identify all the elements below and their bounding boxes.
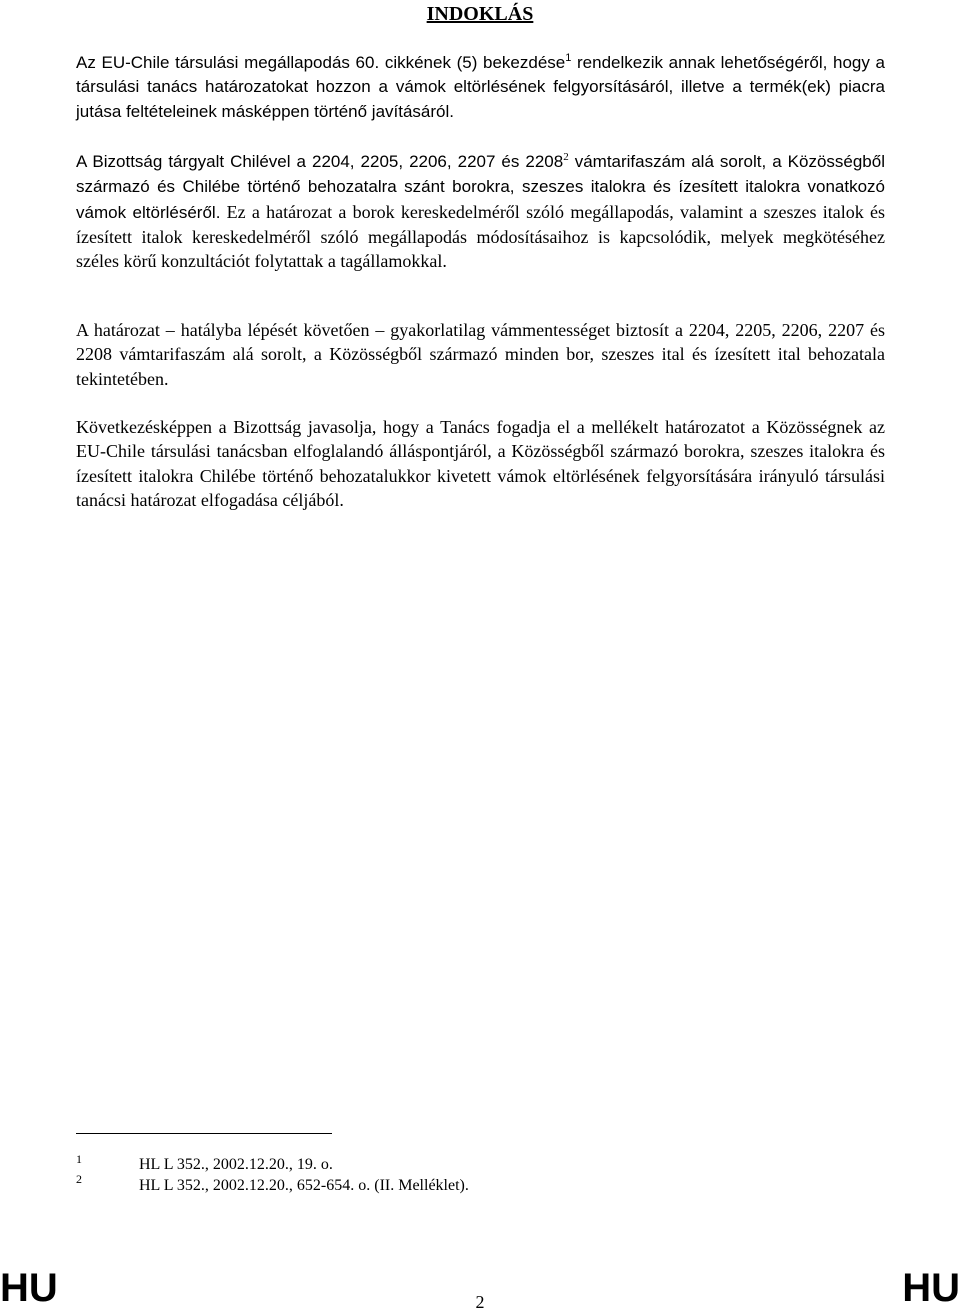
footnote-2-text: HL L 352., 2002.12.20., 652-654. o. (II. Melléklet). — [139, 1177, 469, 1194]
paragraph-1-text-a: Az EU-Chile társulási megállapodás 60. cikkének (5) bekezdése — [76, 53, 566, 72]
paragraph-1-text-b: rendelkezik annak lehetőségéről, hogy a társulási tanács határozatokat hozzon a vámok eltörlésének felgyorsításáról, illetve a termék(ek) piacra jutása feltételeinek másképpen történő javításáról. — [76, 53, 885, 121]
paragraph-2 — [76, 149, 885, 273]
page-number: 2 — [475, 1292, 485, 1312]
footnote-1-text: HL L 352., 2002.12.20., 19. o. — [139, 1156, 333, 1173]
paragraph-3: A határozat – hatályba lépését követően – gyakorlatilag vámmentességet biztosít a 2204, 2205, 2206, 2207 és 2208 vámtarifaszám alá sorolt, a Közösségből származó minden bor, szeszes ital és ízesített ital behozatala tekintetében. — [76, 320, 885, 389]
footer-language-left: HU — [0, 1266, 58, 1310]
footnote-separator — [76, 1133, 332, 1134]
paragraph-4: Következésképpen a Bizottság javasolja, hogy a Tanács fogadja el a mellékelt határozatot a Közösségnek az EU-Chile társulási tanácsban elfoglalandó álláspontjáról, a Közösségből származó borokra, szeszes italokra és ízesített italokra Chilébe történő behozatalukkor kivetett vámok eltörlésének felgyorsítására irányuló társulási tanácsi határozat elfogadása céljából. — [76, 417, 885, 510]
footnote-1-number: 1 — [76, 1152, 82, 1166]
paragraph-2-text-a: A Bizottság tárgyalt Chilével a 2204, 2205, 2206, 2207 és 2208 — [76, 152, 564, 171]
paragraph-1 — [76, 51, 885, 124]
footnote-ref-1: 1 — [565, 52, 572, 64]
footnote-ref-2: 2 — [563, 151, 569, 163]
paragraph-2-text-c: Ez a határozat a borok kereskedelméről szóló megállapodás, valamint a szeszes italok és ízesített italok kereskedelméről szóló megállapodás módosításaihoz is kapcsolódik, melyek megkötéséhez széles körű konzultációt folytattak a tagállamokkal. — [76, 201, 885, 272]
footnote-2-number: 2 — [76, 1172, 82, 1186]
footer-language-right: HU — [902, 1266, 960, 1310]
paragraph-2-text-b: vámtarifaszám alá sorolt, a Közösségből származó és Chilébe történő behozatalra szánt borokra, szeszes italokra és ízesített italokra vonatkozó vámok eltörléséről. — [76, 152, 885, 222]
document-title: INDOKLÁS — [426, 3, 534, 25]
